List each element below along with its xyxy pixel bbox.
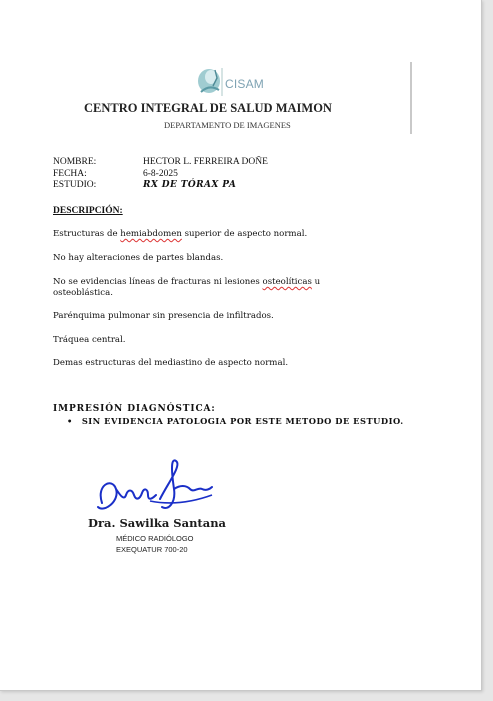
signer-credentials — [116, 533, 194, 555]
patient-info — [53, 157, 268, 192]
date-label: FECHA: — [53, 168, 87, 179]
clinic-name: CENTRO INTEGRAL DE SALUD MAIMON — [84, 101, 332, 115]
department-name: DEPARTAMENTO DE IMAGENES — [164, 120, 291, 130]
date-row — [53, 169, 268, 181]
description-heading: DESCRIPCIÓN: — [53, 206, 123, 216]
study-label: ESTUDIO: — [53, 180, 97, 190]
name-value: HECTOR L. FERREIRA DOÑE — [143, 157, 268, 167]
finding-5: Tráquea central. — [53, 335, 126, 345]
study-value: RX DE TÓRAX PA — [143, 180, 237, 190]
impression-list — [67, 416, 404, 426]
impression-item: • SIN EVIDENCIA PATOLOGIA POR ESTE METODO DE ESTUDIO. — [67, 416, 404, 426]
finding-3-start: No se evidencias líneas de fracturas ni lesiones — [53, 277, 263, 287]
finding-3 — [53, 277, 373, 299]
date-value: 6-8-2025 — [143, 168, 178, 179]
name-label: NOMBRE: — [53, 157, 97, 167]
signer-exequatur: EXEQUATUR 700-20 — [116, 545, 188, 554]
finding-4: Parénquima pulmonar sin presencia de infiltrados. — [53, 311, 274, 321]
finding-1 — [53, 229, 373, 240]
page-edge-marker — [410, 62, 412, 134]
finding-6: Demas estructuras del mediastino de aspecto normal. — [53, 358, 289, 368]
finding-1-end: superior de aspecto normal. — [181, 229, 308, 239]
patient-name-row — [53, 157, 268, 169]
signer-name: Dra. Sawilka Santana — [88, 516, 226, 530]
study-row — [53, 180, 268, 192]
logo-wordmark: CISAM — [225, 77, 265, 91]
signer-title: MÉDICO RADIÓLOGO — [116, 534, 194, 543]
spellcheck-word: hemiabdomen — [120, 229, 182, 239]
spellcheck-word: osteolíticas — [262, 277, 312, 287]
impression-heading: IMPRESIÓN DIAGNÓSTICA: — [53, 404, 216, 414]
handwritten-signature — [90, 455, 220, 525]
finding-2: No hay alteraciones de partes blandas. — [53, 253, 224, 263]
finding-3-end: u osteoblástica. — [53, 277, 321, 298]
finding-1-start: Estructuras de — [53, 229, 121, 239]
